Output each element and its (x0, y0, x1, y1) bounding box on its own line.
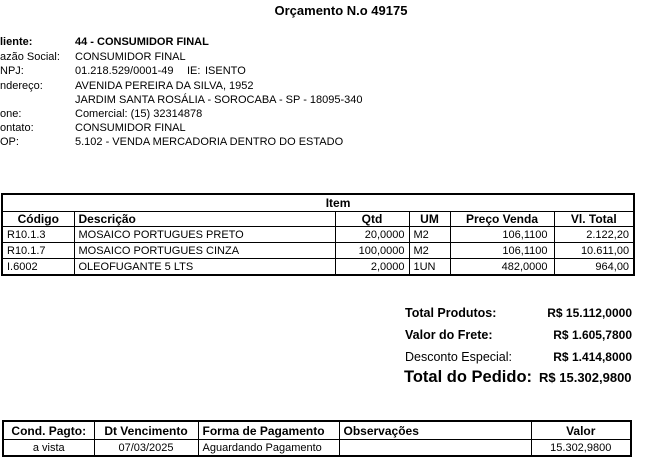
total-label: Valor do Frete: (405, 328, 493, 342)
items-table-group-header-row (2, 194, 634, 212)
items-table-group-header: Item (2, 194, 634, 212)
cell-qtd: 100,0000 (335, 243, 409, 259)
cell-um: 1UN (409, 259, 450, 276)
grand-total-label: Total do Pedido: (404, 368, 533, 386)
cell-vl-total: 10.611,00 (554, 243, 634, 259)
item-row (2, 243, 634, 259)
field-value: Comercial: (15) 32314878 (75, 108, 203, 120)
payment-table (2, 420, 632, 457)
total-row-produtos (405, 306, 632, 321)
field-label: ndereço: (0, 80, 43, 92)
field-label: ontato: (0, 122, 34, 134)
field-value: 44 - CONSUMIDOR FINAL (75, 36, 209, 48)
field-value: JARDIM SANTA ROSÁLIA - SOROCABA - SP - 18095-340 (75, 94, 363, 106)
field-value: 5.102 - VENDA MERCADORIA DENTRO DO ESTADO (75, 136, 344, 148)
column-header-dt-vencimento: Dt Vencimento (94, 421, 198, 440)
cell-descricao: MOSAICO PORTUGUES CINZA (74, 243, 335, 259)
items-table-header-row (2, 212, 634, 227)
cell-um: M2 (409, 243, 450, 259)
total-row-frete (405, 328, 632, 343)
cell-preco-venda: 106,1100 (450, 243, 554, 259)
cell-codigo: R10.1.3 (2, 227, 74, 243)
cell-cond-pagto: a vista (3, 440, 94, 457)
ie-value: ISENTO (205, 65, 246, 77)
total-value: R$ 1.414,8000 (553, 350, 632, 364)
payment-table-header-row (3, 421, 631, 440)
cell-dt-vencimento: 07/03/2025 (94, 440, 198, 457)
column-header-cond-pagto: Cond. Pagto: (3, 421, 94, 440)
field-value: AVENIDA PEREIRA DA SILVA, 1952 (75, 80, 254, 92)
payment-row (3, 440, 631, 457)
cell-codigo: R10.1.7 (2, 243, 74, 259)
cell-descricao: MOSAICO PORTUGUES PRETO (74, 227, 335, 243)
cell-vl-total: 2.122,20 (554, 227, 634, 243)
field-label: NPJ: (0, 65, 24, 77)
column-header-observacoes: Observações (339, 421, 531, 440)
items-table (1, 193, 635, 276)
total-label: Desconto Especial: (405, 350, 513, 364)
column-header-valor: Valor (531, 421, 631, 440)
field-label: azão Social: (0, 51, 60, 63)
total-value: R$ 1.605,7800 (553, 328, 632, 342)
grand-total-row (404, 368, 632, 387)
cell-preco-venda: 482,0000 (450, 259, 554, 276)
item-row (2, 259, 634, 276)
field-value: 01.218.529/0001-49 (75, 65, 174, 77)
field-label: one: (0, 108, 22, 120)
field-value: CONSUMIDOR FINAL (75, 122, 186, 134)
cell-valor: 15.302,9800 (531, 440, 631, 457)
cell-um: M2 (409, 227, 450, 243)
total-value: R$ 15.112,0000 (547, 306, 632, 320)
cell-descricao: OLEOFUGANTE 5 LTS (74, 259, 335, 276)
column-header-vl-total: Vl. Total (554, 212, 634, 227)
column-header-preco-venda: Preço Venda (450, 212, 554, 227)
item-row (2, 227, 634, 243)
field-value: CONSUMIDOR FINAL (75, 51, 186, 63)
field-label: liente: (0, 36, 33, 48)
cell-vl-total: 964,00 (554, 259, 634, 276)
cell-codigo: I.6002 (2, 259, 74, 276)
total-row-desconto (405, 350, 632, 365)
column-header-forma-pagamento: Forma de Pagamento (198, 421, 339, 440)
field-label: OP: (0, 136, 19, 148)
column-header-qtd: Qtd (335, 212, 409, 227)
cell-preco-venda: 106,1100 (450, 227, 554, 243)
column-header-codigo: Código (2, 212, 74, 227)
cell-observacoes (339, 440, 531, 457)
cell-forma-pagamento: Aguardando Pagamento (198, 440, 339, 457)
cell-qtd: 20,0000 (335, 227, 409, 243)
grand-total-value: R$ 15.302,9800 (539, 370, 632, 385)
column-header-descricao: Descrição (74, 212, 335, 227)
total-label: Total Produtos: (405, 306, 497, 320)
document-title: Orçamento N.o 49175 (274, 3, 408, 18)
column-header-um: UM (409, 212, 450, 227)
ie-label: IE: (187, 65, 201, 77)
cell-qtd: 2,0000 (335, 259, 409, 276)
